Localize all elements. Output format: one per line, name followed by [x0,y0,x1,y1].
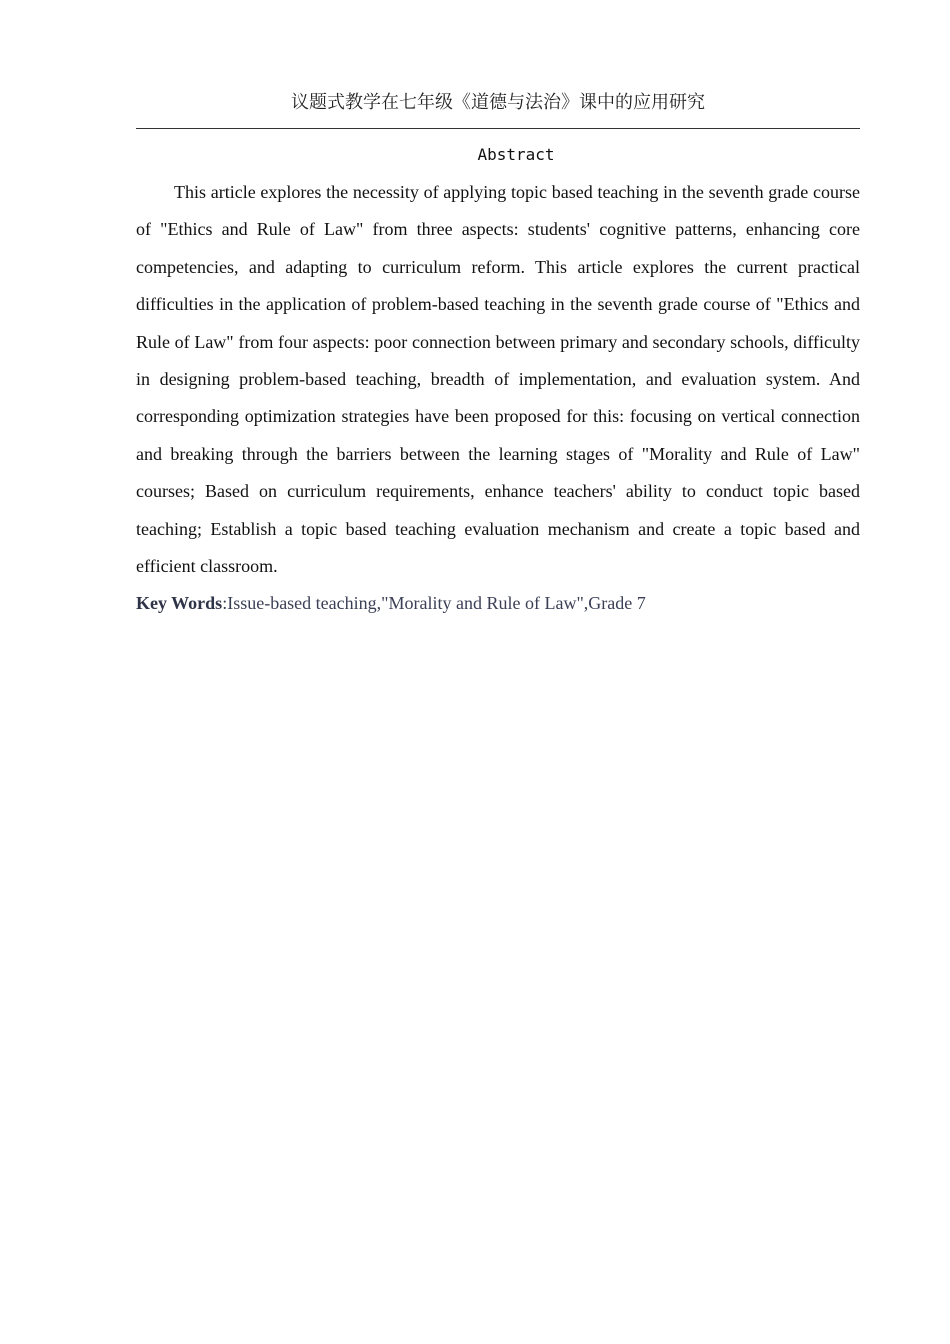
abstract-heading: Abstract [477,145,555,164]
keywords-text: Issue-based teaching,"Morality and Rule of Law",Grade 7 [227,593,646,613]
keywords-separator: : [222,593,228,613]
header-divider [136,128,860,129]
keywords-line [136,589,876,617]
running-header-title: 议题式教学在七年级《道德与法治》课中的应用研究 [291,92,705,113]
keywords-label: Key Words [136,593,223,613]
abstract-paragraph: This article explores the necessity of applying topic based teaching in the seventh grade course of "Ethics and Rule of Law" from three aspects: students' cognitive patterns, enhancing core competencies, and adapting to curriculum reform. This article explores the current practical difficulties in the application of problem-based teaching in the seventh grade course of "Ethics and Rule of Law" from four aspects: poor connection between primary and secondary schools, difficulty in designing problem-based teaching, breadth of implementation, and evaluation system. And corresponding optimization strategies have been proposed for this: focusing on vertical connection and breaking through the barriers between the learning stages of "Morality and Rule of Law" courses; Based on curriculum requirements, enhance teachers' ability to conduct topic based teaching; Establish a topic based teaching evaluation mechanism and create a topic based and efficient classroom. [136,182,860,577]
